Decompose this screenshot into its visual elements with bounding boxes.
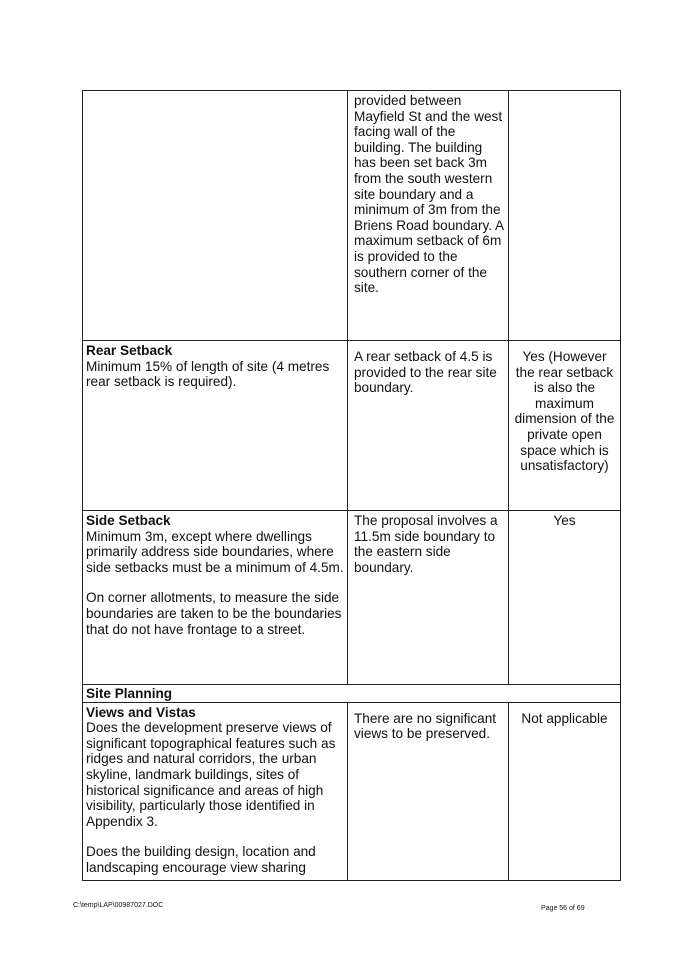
- table-row: [83, 702, 621, 880]
- rear-setback-compliance: Yes (However the rear setback is also the maximum dimension of the private open space which is unsatisfactory): [514, 349, 615, 474]
- views-proposal: There are no significant views to be preserved.: [354, 710, 497, 742]
- footer-file-path: C:\temp\LAP\00987027.DOC: [73, 902, 164, 909]
- rear-setback-proposal: A rear setback of 4.5 is provided to the rear site boundary.: [354, 349, 497, 396]
- proposal-cell: [348, 341, 509, 511]
- section-cell: [83, 685, 621, 703]
- proposal-cell: [348, 702, 509, 880]
- views-heading: Views and Vistas: [86, 704, 196, 720]
- site-planning-heading: Site Planning: [86, 686, 173, 701]
- proposal-cell: [348, 511, 509, 685]
- proposal-text: provided between Mayfield St and the west facing wall of the building. The building has been set back 3m from the south western site boundary and a minimum of 3m from the Briens Road boundary. A maximum setback of 6m is provided to the southern corner of the site.: [354, 93, 504, 296]
- rear-setback-heading: Rear Setback: [86, 343, 173, 358]
- control-cell: [83, 91, 348, 341]
- control-cell: [83, 341, 348, 511]
- proposal-cell: [348, 91, 509, 341]
- views-text-1: Does the development preserve views of significant topographical features such as ridges and natural corridors, the urban skyline, landmark buildings, sites of historical significance and areas of high visibility, particularly those identified in Appendix 3.: [86, 720, 336, 829]
- side-setback-heading: Side Setback: [86, 513, 171, 528]
- assessment-table: [82, 90, 621, 881]
- side-setback-compliance: Yes: [553, 513, 576, 528]
- table-row: [83, 685, 621, 703]
- side-setback-text-2: On corner allotments, to measure the side boundaries are taken to be the boundaries that do not have frontage to a street.: [86, 590, 342, 637]
- compliance-cell: [509, 341, 621, 511]
- control-cell: [83, 702, 348, 880]
- control-cell: [83, 511, 348, 685]
- compliance-cell: [509, 511, 621, 685]
- side-setback-proposal: The proposal involves a 11.5m side boundary to the eastern side boundary.: [354, 513, 498, 575]
- views-text-2: Does the building design, location and landscaping encourage view sharing: [86, 844, 316, 875]
- table-row: [83, 341, 621, 511]
- compliance-cell: [509, 91, 621, 341]
- side-setback-text-1: Minimum 3m, except where dwellings primarily address side boundaries, where side setbacks must be a minimum of 4.5m.: [86, 528, 344, 575]
- rear-setback-text: Minimum 15% of length of site (4 metres rear setback is required).: [86, 358, 330, 390]
- table-row: [83, 511, 621, 685]
- footer-page-number: Page 56 of 69: [541, 905, 585, 912]
- table-row: [83, 91, 621, 341]
- compliance-cell: [509, 702, 621, 880]
- views-compliance: Not applicable: [521, 710, 608, 726]
